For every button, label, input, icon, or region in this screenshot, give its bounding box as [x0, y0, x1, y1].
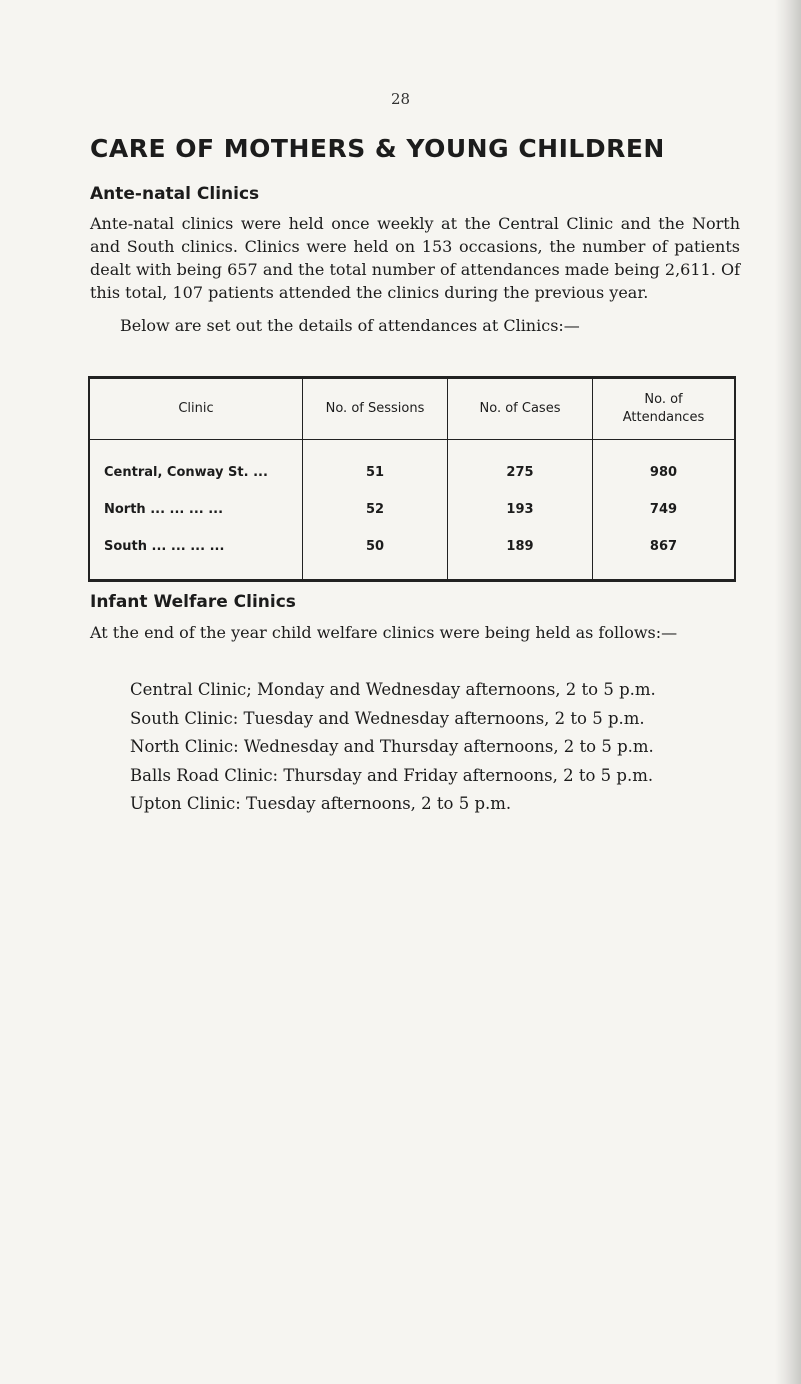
antenatal-heading: Ante-natal Clinics: [90, 184, 260, 204]
clinic-name: Central, Conway St. ...: [89, 440, 303, 492]
attendance-intro: Below are set out the details of attendances at Clinics:—: [120, 316, 580, 335]
attendances-value: 980: [593, 440, 736, 492]
table-row: [89, 491, 735, 528]
infant-welfare-paragraph: At the end of the year child welfare clinics were being held as follows:—: [90, 623, 678, 642]
header-attendances-text: No. of Attendances: [622, 392, 705, 425]
page-number: 28: [390, 90, 411, 108]
header-cases: No. of Cases: [448, 378, 593, 440]
clinic-schedule: [130, 676, 750, 819]
header-sessions: No. of Sessions: [303, 378, 448, 440]
schedule-line: Balls Road Clinic: Thursday and Friday afternoons, 2 to 5 p.m.: [130, 765, 654, 785]
clinic-name: North ... ... ... ...: [89, 491, 303, 528]
header-clinic: Clinic: [89, 378, 303, 440]
attendance-table: [88, 376, 736, 582]
table-header-row: [89, 378, 735, 440]
sessions-value: 52: [303, 491, 448, 528]
schedule-line: Upton Clinic: Tuesday afternoons, 2 to 5 p.m.: [130, 794, 512, 813]
page-title: CARE OF MOTHERS & YOUNG CHILDREN: [90, 134, 665, 163]
schedule-line: Central Clinic; Monday and Wednesday afternoons, 2 to 5 p.m.: [130, 680, 656, 699]
attendances-value: 867: [593, 528, 736, 581]
sessions-value: 50: [303, 528, 448, 581]
header-attendances: [593, 378, 736, 440]
clinic-name: South ... ... ... ...: [89, 528, 303, 581]
infant-welfare-heading: Infant Welfare Clinics: [90, 592, 296, 612]
sessions-value: 51: [303, 440, 448, 492]
table-row: [89, 528, 735, 581]
cases-value: 275: [448, 440, 593, 492]
cases-value: 189: [448, 528, 593, 581]
schedule-line: South Clinic: Tuesday and Wednesday afternoons, 2 to 5 p.m.: [130, 708, 645, 728]
table-row: [89, 440, 735, 492]
page-edge-shadow: [775, 0, 801, 1384]
schedule-line: North Clinic: Wednesday and Thursday afternoons, 2 to 5 p.m.: [130, 737, 654, 756]
cases-value: 193: [448, 491, 593, 528]
attendances-value: 749: [593, 491, 736, 528]
antenatal-paragraph: Ante-natal clinics were held once weekly at the Central Clinic and the North and South clinics. Clinics were held on 153 occasions, the number of patients dealt with being 657 and the total number of attendances made being 2,611. Of this total, 107 patients attended the clinics during the previous year.: [90, 214, 740, 302]
